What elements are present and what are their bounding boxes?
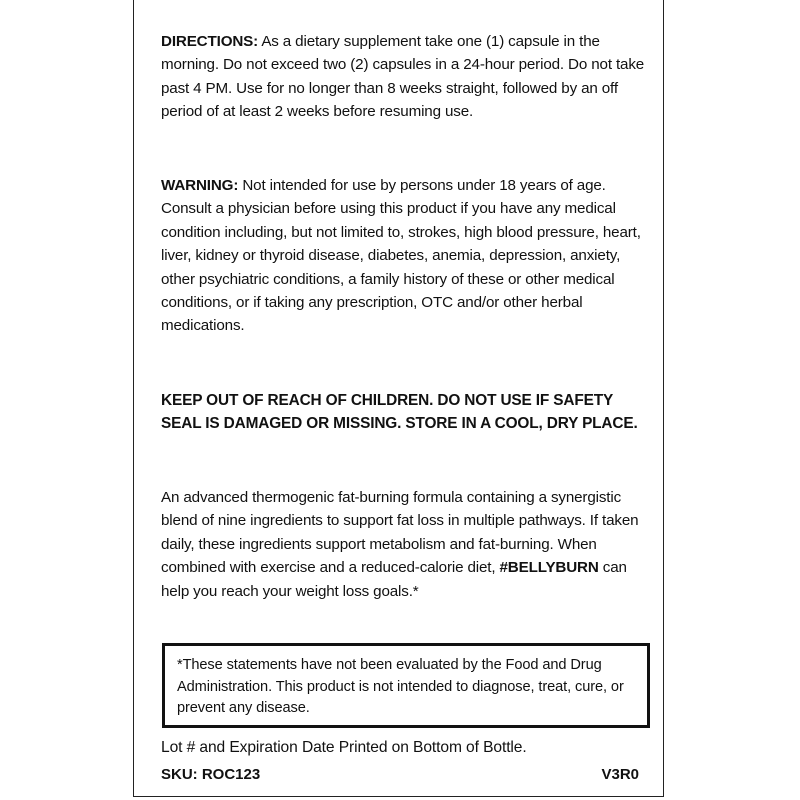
keep-out-warning: KEEP OUT OF REACH OF CHILDREN. DO NOT USE IF SAFETY SEAL IS DAMAGED OR MISSING. STORE IN A COOL, DRY PLACE. xyxy=(161,392,638,433)
warning-paragraph xyxy=(161,174,646,338)
lot-expiration-note: Lot # and Expiration Date Printed on Bottom of Bottle. xyxy=(161,739,527,756)
directions-heading: DIRECTIONS: xyxy=(161,33,259,50)
fda-disclaimer-box xyxy=(162,643,650,728)
directions-text: As a dietary supplement take one (1) capsule in the morning. Do not exceed two (2) capsules in a 24-hour period. Do not take past 4 PM. Use for no longer than 8 weeks straight, followed by an off period of at least 2 weeks before resuming use. xyxy=(161,33,645,121)
description-text-end: can help you reach your weight loss goals.* xyxy=(161,559,627,600)
version-code: V3R0 xyxy=(601,766,639,783)
warning-heading: WARNING: xyxy=(161,177,239,194)
warning-text: Not intended for use by persons under 18 years of age. Consult a physician before using this product if you have any medical condition including, but not limited to, strokes, high blood pressure, heart, liver, kidney or thyroid disease, diabetes, anemia, depression, anxiety, other psychiatric conditions, a family history of these or other medical conditions, or if taking any prescription, OTC and/or other herbal medications. xyxy=(161,177,641,335)
product-description xyxy=(161,486,646,603)
description-text-start: An advanced thermogenic fat-burning formula containing a synergistic blend of nine ingredients to support fat loss in multiple pathways. If taken daily, these ingredients support metabolism and fat-burning. When combined with exercise and a reduced-calorie diet, xyxy=(161,489,639,577)
directions-paragraph xyxy=(161,30,646,124)
label-footer xyxy=(161,764,639,786)
sku-code: SKU: ROC123 xyxy=(161,766,261,783)
brand-hashtag: #BELLYBURN xyxy=(499,559,599,577)
supplement-label-panel xyxy=(133,0,664,797)
fda-disclaimer-text: *These statements have not been evaluated by the Food and Drug Administration. This product is not intended to diagnose, treat, cure, or prevent any disease. xyxy=(177,657,624,716)
